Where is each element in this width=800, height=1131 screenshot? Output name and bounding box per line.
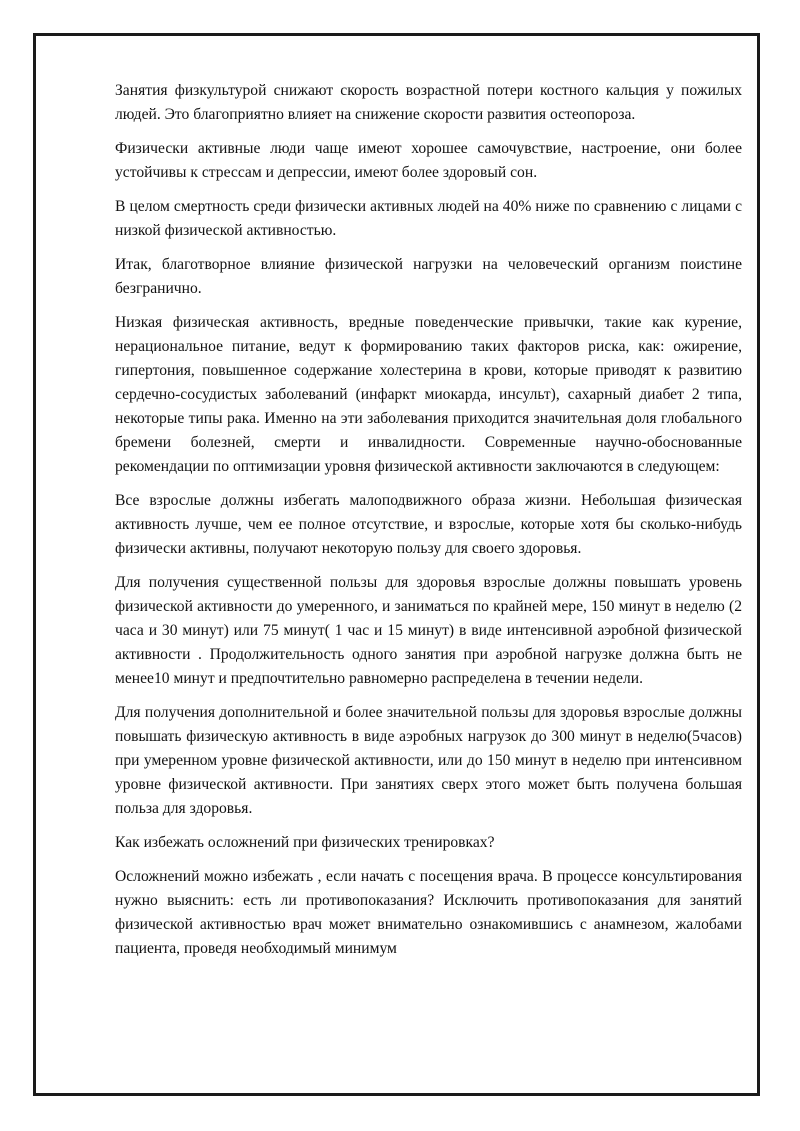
paragraph-moderate-activity: Для получения существенной пользы для здоровья взрослые должны повышать уровень физической активности до умеренного, и заниматься по крайней мере, 150 минут в неделю (2 часа и 30 минут) или 75 минут( 1 час и 15 минут) в виде интенсивной аэробной физической активности . Продолжительность одного занятия при аэробной нагрузке должна быть не менее10 минут и предпочтительно равномерно распределена в течении недели. [115,574,742,687]
document-body [115,79,742,971]
paragraph-mortality: В целом смертность среди физически активных людей на 40% ниже по сравнению с лицами с низкой физической активностью. [115,198,742,239]
paragraph-doctor-visit: Осложнений можно избежать , если начать с посещения врача. В процессе консультирования нужно выяснить: есть ли противопоказания? Исключить противопоказания для занятий физической активностью врач может внимательно ознакомившись с анамнезом, жалобами пациента, проведя необходимый минимум [115,868,742,957]
paragraph-calcium: Занятия физкультурой снижают скорость возрастной потери костного кальция у пожилых людей. Это благоприятно влияет на снижение скорости развития остеопороза. [115,82,742,123]
paragraph-wellbeing: Физически активные люди чаще имеют хорошее самочувствие, настроение, они более устойчивы к стрессам и депрессии, имеют более здоровый сон. [115,140,742,181]
paragraph-additional-benefit: Для получения дополнительной и более значительной пользы для здоровья взрослые должны повышать физическую активность в виде аэробных нагрузок до 300 минут в неделю(5часов) при умеренном уровне физической активности, или до 150 минут в неделю при интенсивном уровне физической активности. При занятиях сверх этого может быть получена большая польза для здоровья. [115,704,742,817]
paragraph-conclusion: Итак, благотворное влияние физической нагрузки на человеческий организм поистине безгранично. [115,256,742,297]
paragraph-question: Как избежать осложнений при физических тренировках? [115,834,495,851]
paragraph-risk-factors: Низкая физическая активность, вредные поведенческие привычки, такие как курение, нерациональное питание, ведут к формированию таких факторов риска, как: ожирение, гипертония, повышенное содержание холестерина в крови, которые приводят к развитию сердечно-сосудистых заболеваний (инфаркт миокарда, инсульт), сахарный диабет 2 типа, некоторые типы рака. Именно на эти заболевания приходится значительная доля глобального бремени болезней, смерти и инвалидности. Современные научно-обоснованные рекомендации по оптимизации уровня физической активности заключаются в следующем: [115,314,742,475]
paragraph-sedentary: Все взрослые должны избегать малоподвижного образа жизни. Небольшая физическая активность лучше, чем ее полное отсутствие, и взрослые, которые хотя бы сколько-нибудь физически активны, получают некоторую пользу для своего здоровья. [115,492,742,557]
